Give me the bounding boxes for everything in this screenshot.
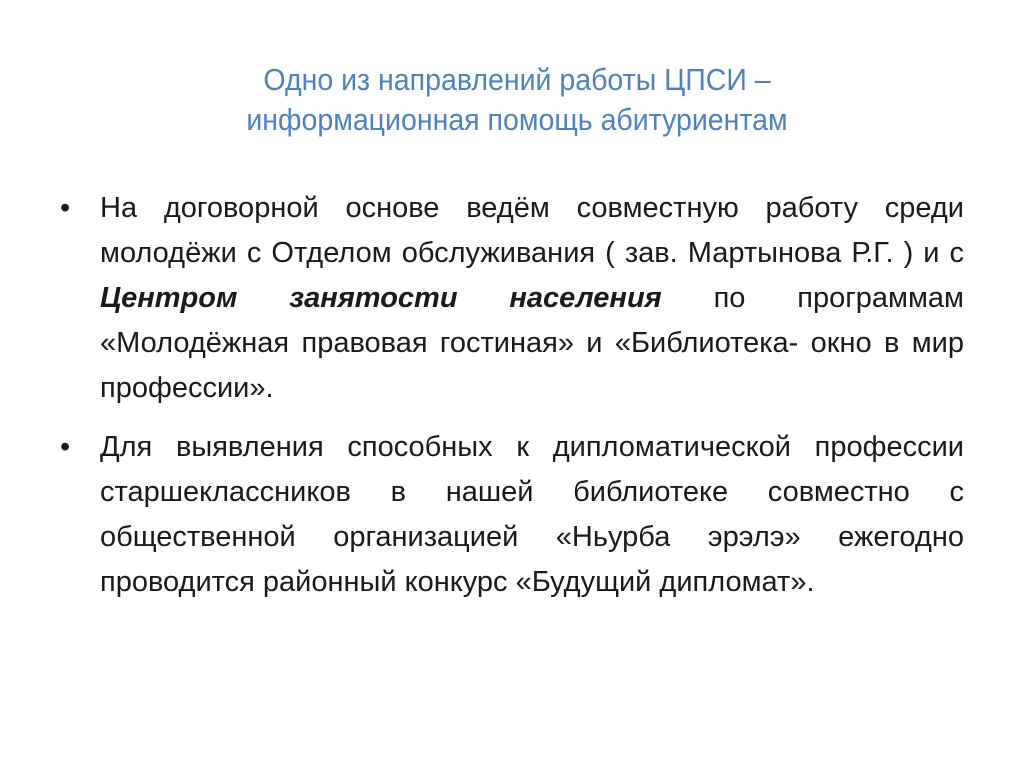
bullet-item-2 [60,425,964,605]
slide-title [97,60,938,140]
bullet-1-text-before: На договорной основе ведём совместную работу среди молодёжи с Отделом обслуживания ( зав. Мартынова Р.Г. ) и с [100,192,964,269]
title-line-2: информационная помощь абитуриентам [246,102,788,137]
bullet-1-text-after: по программам «Молодёжная правовая гостиная» и «Библиотека- окно в мир профессии». [100,282,964,404]
bullet-marker: • [60,431,71,463]
bullet-list [60,186,964,619]
bullet-marker: • [60,192,71,224]
bullet-item-1 [60,186,964,411]
bullet-1-emphasis: Центром занятости населения [100,282,662,314]
bullet-2-text: Для выявления способных к дипломатической профессии старшеклассников в нашей библиотеке совместно с общественной организацией «Ньурба эрэлэ» ежегодно проводится районный конкурс «Будущий дипломат». [100,431,964,598]
title-line-1: Одно из направлений работы ЦПСИ – [263,62,771,97]
